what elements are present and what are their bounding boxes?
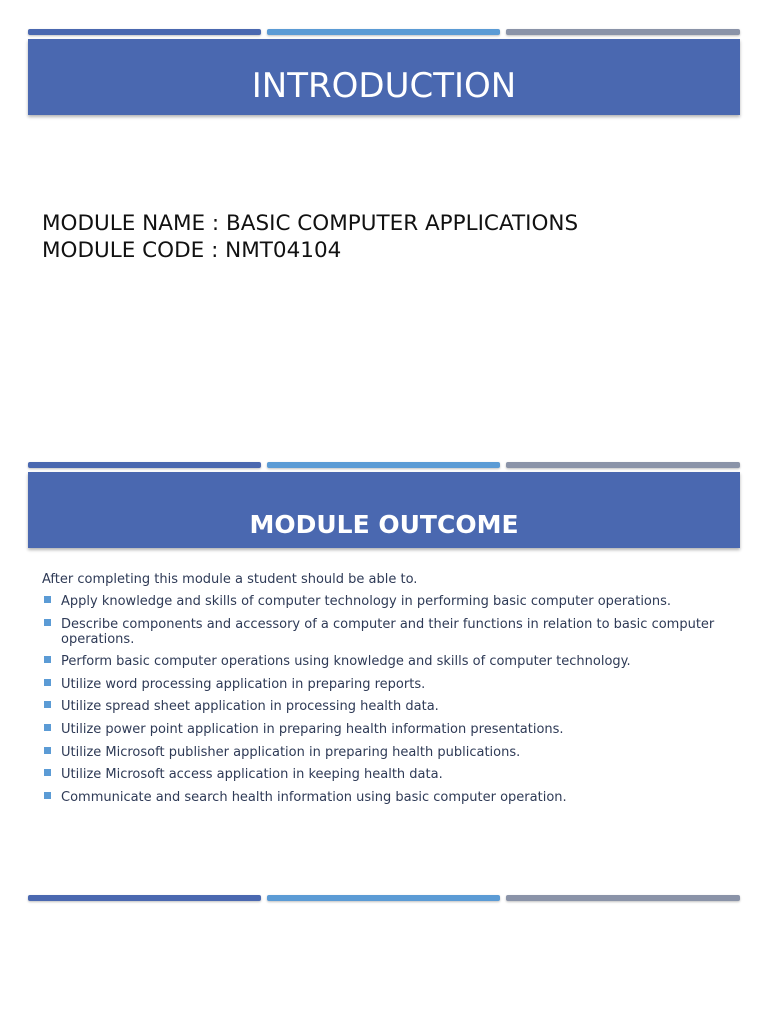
list-item-text: Utilize spread sheet application in processing health data. [61, 699, 439, 715]
square-bullet-icon [44, 656, 51, 663]
square-bullet-icon [44, 679, 51, 686]
outcome-intro: After completing this module a student should be able to. [42, 572, 418, 587]
list-item [42, 677, 732, 692]
module-info [42, 210, 578, 264]
accent-bar-gray [506, 895, 740, 901]
slide-title: MODULE OUTCOME [249, 510, 519, 539]
square-bullet-icon [44, 792, 51, 799]
square-bullet-icon [44, 747, 51, 754]
accent-bar-light-blue [267, 29, 500, 35]
list-item-text: Describe components and accessory of a computer and their functions in relation to basic computer operations. [61, 616, 715, 647]
module-outcome-content [42, 572, 732, 812]
accent-bar-light-blue [267, 895, 500, 901]
accent-bar-gray [506, 462, 740, 468]
list-item [42, 745, 732, 760]
list-item-text: Utilize power point application in preparing health information presentations. [61, 721, 564, 737]
list-item [42, 722, 732, 737]
square-bullet-icon [44, 769, 51, 776]
slide-title: INTRODUCTION [251, 66, 517, 106]
outcome-list [42, 594, 732, 805]
accent-bar-dark-blue [28, 895, 261, 901]
list-item-text: Apply knowledge and skills of computer technology in performing basic computer operations. [61, 594, 672, 609]
accent-bar-dark-blue [28, 29, 261, 35]
accent-bar-gray [506, 29, 740, 35]
accent-bar-light-blue [267, 462, 500, 468]
module-name: MODULE NAME : BASIC COMPUTER APPLICATIONS [42, 211, 579, 236]
list-item [42, 617, 732, 647]
square-bullet-icon [44, 619, 51, 626]
title-banner [28, 39, 740, 115]
title-banner [28, 472, 740, 548]
list-item-text: Perform basic computer operations using knowledge and skills of computer technology. [61, 654, 631, 670]
list-item-text: Utilize word processing application in preparing reports. [61, 676, 426, 692]
list-item-text: Utilize Microsoft publisher application in preparing health publications. [61, 744, 521, 760]
list-item [42, 790, 732, 805]
list-item [42, 654, 732, 669]
list-item-text: Utilize Microsoft access application in keeping health data. [61, 767, 443, 783]
list-item-text: Communicate and search health information using basic computer operation. [61, 789, 567, 805]
square-bullet-icon [44, 596, 51, 603]
square-bullet-icon [44, 701, 51, 708]
list-item [42, 699, 732, 714]
module-code: MODULE CODE : NMT04104 [42, 238, 342, 263]
accent-bar-dark-blue [28, 462, 261, 468]
list-item [42, 767, 732, 782]
square-bullet-icon [44, 724, 51, 731]
list-item [42, 594, 732, 609]
